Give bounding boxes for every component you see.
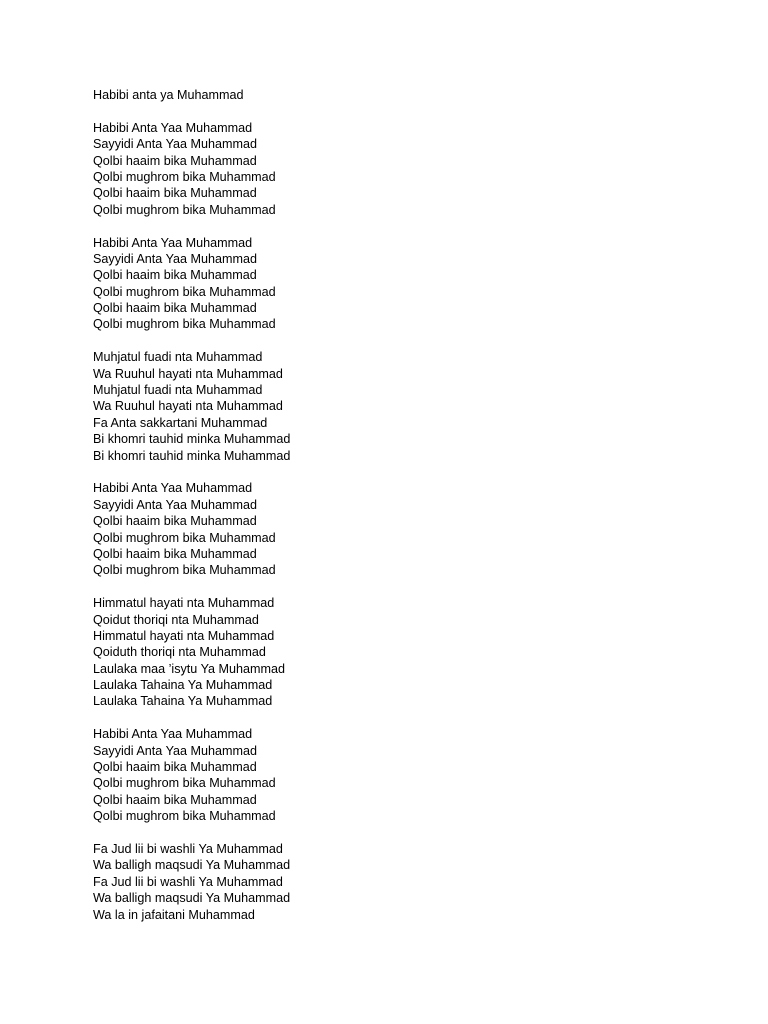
lyric-line: Habibi Anta Yaa Muhammad [93, 235, 253, 250]
stanza [93, 595, 693, 710]
lyric-line: Sayyidi Anta Yaa Muhammad [93, 251, 258, 266]
lyric-line: Wa balligh maqsudi Ya Muhammad [93, 858, 291, 873]
blank-line [93, 333, 693, 349]
lyric-line: Wa Ruuhul hayati nta Muhammad [93, 399, 283, 414]
lyric-line: Qolbi mughrom bika Muhammad [93, 563, 276, 578]
lyric-line: Muhjatul fuadi nta Muhammad [93, 383, 263, 398]
lyric-line: Fa Jud lii bi washli Ya Muhammad [93, 874, 283, 889]
lyric-line: Qolbi haaim bika Muhammad [93, 268, 257, 283]
lyric-line: Qolbi mughrom bika Muhammad [93, 202, 276, 217]
lyric-line: Fa Jud lii bi washli Ya Muhammad [93, 841, 283, 856]
lyric-line: Bi khomri tauhid minka Muhammad [93, 448, 291, 463]
lyric-line: Qolbi haaim bika Muhammad [93, 301, 257, 316]
lyrics-body [93, 87, 693, 923]
lyric-line: Habibi Anta Yaa Muhammad [93, 120, 253, 135]
lyric-line: Sayyidi Anta Yaa Muhammad [93, 497, 258, 512]
stanza [93, 480, 693, 578]
lyric-line: Himmatul hayati nta Muhammad [93, 628, 275, 643]
lyric-line: Habibi Anta Yaa Muhammad [93, 727, 253, 742]
lyric-line: Fa Anta sakkartani Muhammad [93, 415, 268, 430]
lyric-line: Qolbi haaim bika Muhammad [93, 186, 257, 201]
lyric-line: Habibi Anta Yaa Muhammad [93, 481, 253, 496]
lyric-line: Bi khomri tauhid minka Muhammad [93, 432, 291, 447]
blank-line [93, 579, 693, 595]
lyric-line: Qolbi haaim bika Muhammad [93, 153, 257, 168]
lyric-line: Wa balligh maqsudi Ya Muhammad [93, 891, 291, 906]
lyric-line: Muhjatul fuadi nta Muhammad [93, 350, 263, 365]
lyric-line: Wa la in jafaitani Muhammad [93, 907, 255, 922]
lyric-line: Qolbi haaim bika Muhammad [93, 792, 257, 807]
lyric-line: Qolbi mughrom bika Muhammad [93, 169, 276, 184]
lyric-line: Qolbi mughrom bika Muhammad [93, 776, 276, 791]
lyric-line: Himmatul hayati nta Muhammad [93, 596, 275, 611]
lyric-line: Qolbi haaim bika Muhammad [93, 546, 257, 561]
stanza [93, 726, 693, 824]
blank-line [93, 103, 693, 119]
lyric-line: Sayyidi Anta Yaa Muhammad [93, 137, 258, 152]
lyric-line: Wa Ruuhul hayati nta Muhammad [93, 366, 283, 381]
stanza [93, 349, 693, 464]
blank-line [93, 218, 693, 234]
lyric-line: Qolbi haaim bika Muhammad [93, 514, 257, 529]
blank-line [93, 464, 693, 480]
lyric-line: Laulaka Tahaina Ya Muhammad [93, 678, 273, 693]
lyric-line: Laulaka Tahaina Ya Muhammad [93, 694, 273, 709]
lyric-line: Qolbi mughrom bika Muhammad [93, 809, 276, 824]
document-title: Habibi anta ya Muhammad [93, 88, 244, 102]
lyric-line: Qolbi haaim bika Muhammad [93, 760, 257, 775]
stanza [93, 841, 693, 923]
stanza [93, 120, 693, 218]
lyric-line: Qolbi mughrom bika Muhammad [93, 530, 276, 545]
blank-line [93, 825, 693, 841]
lyric-line: Laulaka maa ’isytu Ya Muhammad [93, 661, 286, 676]
blank-line [93, 710, 693, 726]
stanza [93, 235, 693, 333]
lyric-line: Qolbi mughrom bika Muhammad [93, 284, 276, 299]
lyric-line: Qolbi mughrom bika Muhammad [93, 317, 276, 332]
lyric-line: Qoiduth thoriqi nta Muhammad [93, 645, 266, 660]
lyric-line: Qoidut thoriqi nta Muhammad [93, 612, 259, 627]
lyric-line: Sayyidi Anta Yaa Muhammad [93, 743, 258, 758]
stanza-list [93, 120, 693, 923]
